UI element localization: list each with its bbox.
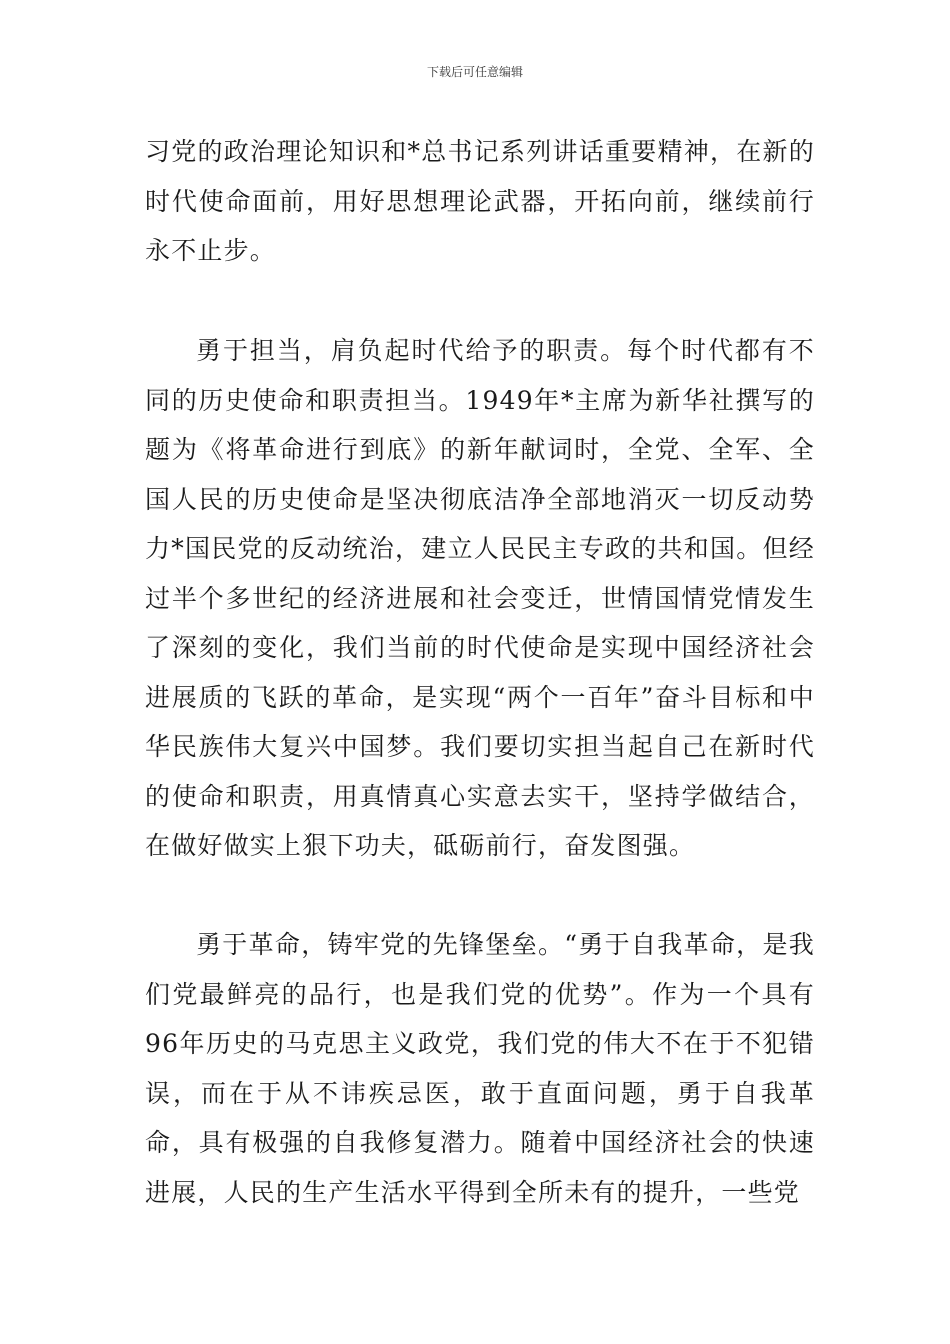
paragraph-revolution (145, 920, 815, 1217)
page-header: 下载后可任意编辑 (426, 65, 523, 79)
paragraph-responsibility (145, 326, 815, 871)
paragraph-text: 勇于担当，肩负起时代给予的职责。每个时代都有不同的历史使命和职责担当。1949年*主席为新华社撰写的题为《将革命进行到底》的新年献词时，全党、全军、全国人民的历史使命是坚决彻底洁净全部地消灭一切反动势力*国民党的反动统治，建立人民民主专政的共和国。但经过半个多世纪的经济进展和社会变迁，世情国情党情发生了深刻的变化，我们当前的时代使命是实现中国经济社会进展质的飞跃的革命，是实现“两个一百年”奋斗目标和中华民族伟大复兴中国梦。我们要切实担当起自己在新时代的使命和职责，用真情真心实意去实干，坚持学做结合，在做好做实上狠下功夫，砥砺前行，奋发图强。 (145, 336, 815, 860)
paragraph-continuation (145, 127, 815, 276)
paragraph-text: 勇于革命，铸牢党的先锋堡垒。“勇于自我革命，是我们党最鲜亮的品行，也是我们党的优势”。作为一个具有96年历史的马克思主义政党，我们党的伟大不在于不犯错误，而在于从不讳疾忌医，敢于直面问题，勇于自我革命，具有极强的自我修复潜力。随着中国经济社会的快速进展，人民的生产生活水平得到全所未有的提升，一些党 (145, 930, 815, 1207)
paragraph-text: 习党的政治理论知识和*总书记系列讲话重要精神，在新的时代使命面前，用好思想理论武器，开拓向前，继续前行永不止步。 (145, 137, 815, 265)
